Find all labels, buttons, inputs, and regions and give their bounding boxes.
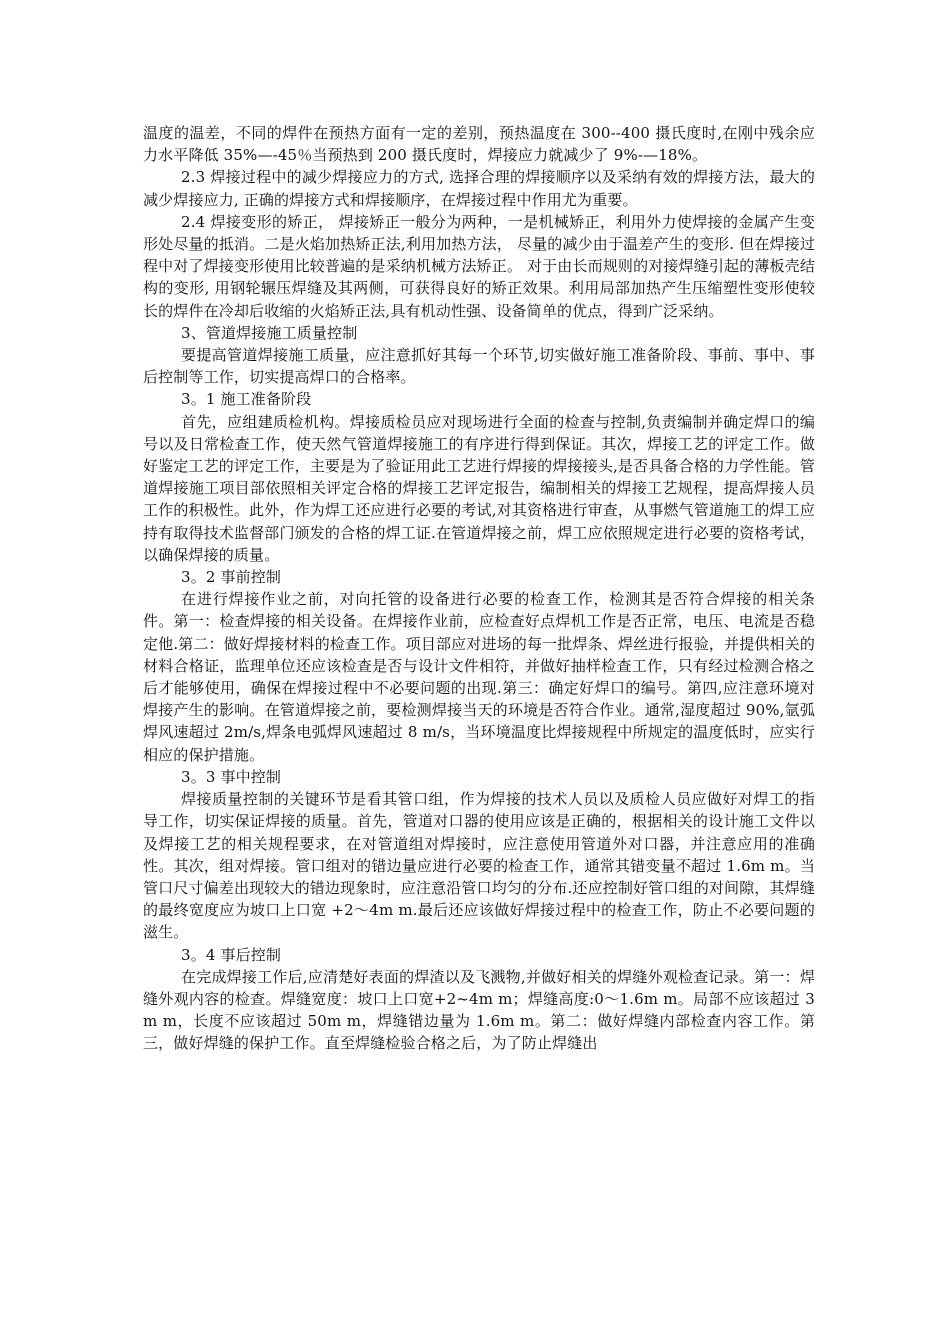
paragraph-3-4: 在完成焊接工作后,应清楚好表面的焊渣以及飞溅物,并做好相关的焊缝外观检查记录。第一：焊缝外观内容的检查。焊缝宽度：坡口上口宽+2~4m m；焊缝高度:0～1.6m m。局部不应该超过 3m m，长度不应该超过 50m m，焊缝错边量为 1.6m m。第二：做好焊缝内部检查内容工作。第三，做好焊缝的保护工作。直至焊缝检验合格之后，为了防止焊缝出 xyxy=(143,967,815,1053)
paragraph-3-1: 首先，应组建质检机构。焊接质检员应对现场进行全面的检查与控制,负责编制并确定焊口的编号以及日常检查工作，使天然气管道焊接施工的有序进行得到保证。其次，焊接工艺的评定工作。做好鉴定工艺的评定工作，主要是为了验证用此工艺进行焊接的焊接接头,是否具备合格的力学性能。管道焊接施工项目部依照相关评定合格的焊接工艺评定报告，编制相关的焊接工艺规程，提高焊接人员工作的积极性。此外，作为焊工还应进行必要的考试,对其资格进行审查，从事燃气管道施工的焊工应持有取得技术监督部门颁发的合格的焊工证.在管道焊接之前，焊工应依照规定进行必要的资格考试，以确保焊接的质量。 xyxy=(143,412,815,564)
subheading-3-2: 3。2 事前控制 xyxy=(181,568,282,587)
subheading-3-4: 3。4 事后控制 xyxy=(181,945,282,964)
subheading-3-3: 3。3 事中控制 xyxy=(181,767,282,786)
document-body xyxy=(143,122,815,1055)
paragraph-intro: 温度的温差，不同的焊件在预热方面有一定的差别，预热温度在 300--400 摄氏度时,在刚中残余应力水平降低 35%—-45％当预热到 200 摄氏度时，焊接应力就减少了 9%-—18%。 xyxy=(143,124,815,165)
paragraph-section-3: 要提高管道焊接施工质量，应注意抓好其每一个环节,切实做好施工准备阶段、事前、事中、事后控制等工作，切实提高焊口的合格率。 xyxy=(143,346,815,387)
paragraph-3-2: 在进行焊接作业之前，对向托管的设备进行必要的检查工作，检测其是否符合焊接的相关条件。第一：检查焊接的相关设备。在焊接作业前，应检查好点焊机工作是否正常，电压、电流是否稳定他.第二：做好焊接材料的检查工作。项目部应对进场的每一批焊条、焊丝进行报验，并提供相关的材料合格证，监理单位还应该检查是否与设计文件相符，并做好抽样检查工作，只有经过检测合格之后才能够使用，确保在焊接过程中不必要问题的出现.第三：确定好焊口的编号。第四,应注意环境对焊接产生的影响。在管道焊接之前，要检测焊接当天的环境是否符合作业。通常,湿度超过 90%,氩弧焊风速超过 2m/s,焊条电弧焊风速超过 8 m/s，当环境温度比焊接规程中所规定的温度低时，应实行相应的保护措施。 xyxy=(143,590,815,764)
paragraph-2-3: 2.3 焊接过程中的减少焊接应力的方式, 选择合理的焊接顺序以及采纳有效的焊接方法，最大的减少焊接应力, 正确的焊接方式和焊接顺序，在焊接过程中作用尤为重要。 xyxy=(143,168,815,209)
section-heading-3: 3、管道焊接施工质量控制 xyxy=(181,323,358,342)
paragraph-3-3: 焊接质量控制的关键环节是看其管口组，作为焊接的技术人员以及质检人员应做好对焊工的指导工作，切实保证焊接的质量。首先，管道对口器的使用应该是正确的，根据相关的设计施工文件以及焊接工艺的相关规程要求，在对管道组对焊接时，应注意使用管道外对口器，并注意应用的准确性。其次，组对焊接。管口组对的错边量应进行必要的检查工作，通常其错变量不超过 1.6m m。当管口尺寸偏差出现较大的错边现象时，应注意沿管口均匀的分布.还应控制好管口组的对间隙，其焊缝的最终宽度应为坡口上口宽 +2～4m m.最后还应该做好焊接过程中的检查工作，防止不必要问题的滋生。 xyxy=(143,790,815,942)
paragraph-2-4: 2.4 焊接变形的矫正， 焊接矫正一般分为两种，一是机械矫正，利用外力使焊接的金属产生变形处尽量的抵消。二是火焰加热矫正法,利用加热方法， 尽量的减少由于温差产生的变形. 但在焊接过程中对了焊接变形使用比较普遍的是采纳机械方法矫正。 对于由长而规则的对接焊缝引起的薄板壳结构的变形, 用钢轮辗压焊缝及其两侧，可获得良好的矫正效果。利用局部加热产生压缩塑性变形使较长的焊件在冷却后收缩的火焰矫正法,具有机动性强、设备简单的优点，得到广泛采纳。 xyxy=(143,212,815,320)
subheading-3-1: 3。1 施工准备阶段 xyxy=(181,390,312,409)
